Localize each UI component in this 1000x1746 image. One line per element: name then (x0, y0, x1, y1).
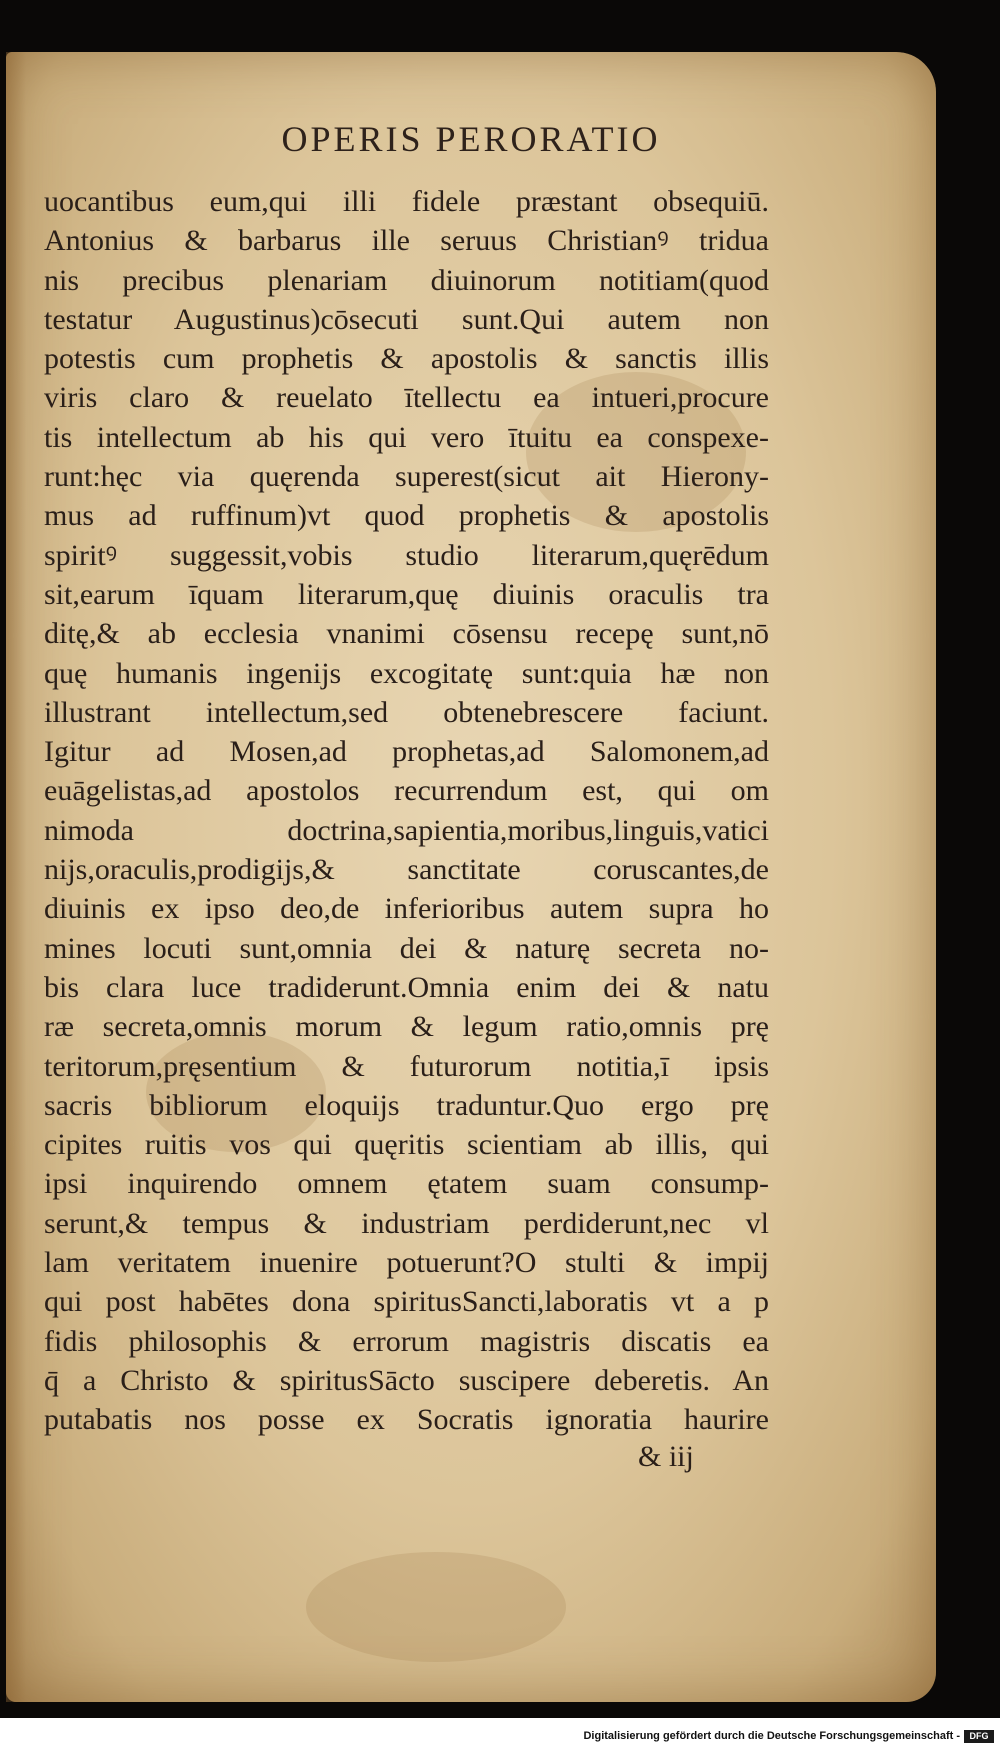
running-heading: OPERIS PERORATIO (281, 119, 661, 159)
text-line: illustrant intellectum,sed obtenebrescere faciunt. (44, 695, 769, 729)
text-line: mus ad ruffinum)vt quod prophetis & apostolis (44, 499, 769, 533)
text-line: spiritꝰ suggessit,vobis studio literarum,quęrēdum (44, 538, 769, 572)
text-line: fidis philosophis & errorum magistris discatis ea (44, 1324, 769, 1358)
text-line: uocantibus eum,qui illi fidele præstant obsequiū. (44, 185, 769, 218)
text-line: qui post habētes dona spiritusSancti,laboratis vt a p (44, 1285, 769, 1319)
text-line: putabatis nos posse ex Socratis ignoratia haurire (44, 1403, 769, 1437)
text-line: Antonius & barbarus ille seruus Christianꝰ tridua (44, 224, 769, 258)
text-line: sit,earum īquam literarum,quę diuinis oraculis tra (44, 577, 769, 611)
text-line: runt:hęc via quęrenda superest(sicut ait Hierony- (44, 460, 769, 494)
text-line: ræ secreta,omnis morum & legum ratio,omnis prę (44, 1010, 769, 1044)
text-line: teritorum,pręsentium & futurorum notitia,ī ipsis (44, 1049, 769, 1083)
text-line: potestis cum prophetis & apostolis & sanctis illis (44, 342, 769, 376)
paper-stain (306, 1552, 566, 1662)
text-line: nijs,oraculis,prodigijs,& sanctitate coruscantes,de (44, 853, 769, 887)
dfg-logo: DFG (964, 1730, 994, 1743)
text-line: ipsi inquirendo omnem ętatem suam consump- (44, 1167, 769, 1201)
funding-credit: Digitalisierung gefördert durch die Deutsche Forschungsgemeinschaft - (583, 1730, 960, 1742)
text-line: lam veritatem inuenire potuerunt?O stulti & impij (44, 1246, 769, 1280)
text-line: Igitur ad Mosen,ad prophetas,ad Salomonem,ad (44, 735, 769, 769)
text-line: quę humanis ingenijs excogitatę sunt:quia hæ non (44, 656, 769, 690)
text-line: viris claro & reuelato ītellectu ea intueri,procure (44, 381, 769, 415)
text-line: nis precibus plenariam diuinorum notitiam(quod (44, 263, 769, 297)
text-line: nimoda doctrina,sapientia,moribus,linguis,vatici (44, 813, 769, 847)
text-line: euāgelistas,ad apostolos recurrendum est, qui om (44, 774, 769, 808)
text-line: diuinis ex ipso deo,de inferioribus autem supra ho (44, 892, 769, 926)
body-text (44, 182, 769, 1440)
text-line: bis clara luce tradiderunt.Omnia enim dei & natu (44, 970, 769, 1004)
text-line: serunt,& tempus & industriam perdiderunt,nec vl (44, 1206, 769, 1240)
book-page (6, 52, 936, 1702)
text-line: q̄ a Christo & spiritusSācto suscipere deberetis. An (44, 1363, 769, 1397)
signature-mark: & iij (638, 1440, 694, 1473)
text-line: tis intellectum ab his qui vero ītuitu ea conspexe- (44, 420, 769, 454)
text-line: mines locuti sunt,omnia dei & naturę secreta no- (44, 931, 769, 965)
text-line: testatur Augustinus)cōsecuti sunt.Qui autem non (44, 302, 769, 336)
text-line: sacris bibliorum eloquijs traduntur.Quo ergo prę (44, 1088, 769, 1122)
text-line: ditę,& ab ecclesia vnanimi cōsensu recepę sunt,nō (44, 617, 769, 651)
text-line: cipites ruitis vos qui quęritis scientiam ab illis, qui (44, 1128, 769, 1162)
